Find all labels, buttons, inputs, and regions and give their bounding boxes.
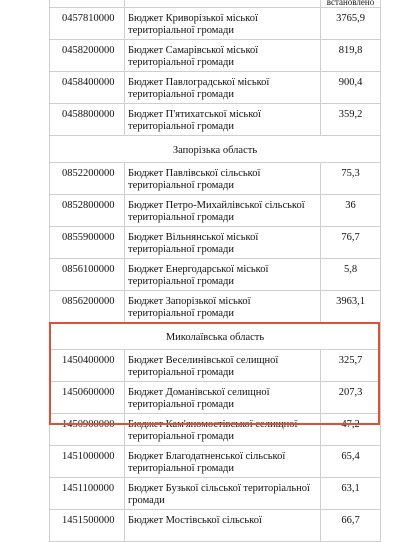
region-name: Запорізька область [50, 136, 381, 163]
budget-code-cell: 1451500000 [50, 510, 125, 542]
budget-name-cell: Бюджет Благодатненської сільської територіальної громади [125, 446, 321, 478]
budget-name-cell: Бюджет Енергодарської міської територіальної громади [125, 259, 321, 291]
budget-amount-cell: 3963,1 [321, 291, 381, 323]
table-row [50, 446, 381, 478]
table-row [50, 227, 381, 259]
budget-name-cell: Бюджет Павлівської сільської територіальної громади [125, 163, 321, 195]
budget-code-cell: 1451000000 [50, 446, 125, 478]
budget-code-cell: 1450900000 [50, 414, 125, 446]
table-row [50, 8, 381, 40]
budget-name-cell: Бюджет Павлоградської міської територіальної громади [125, 72, 321, 104]
budget-code-cell: 0457810000 [50, 8, 125, 40]
header-amount-cell: встановлено [321, 0, 381, 8]
table-row [50, 72, 381, 104]
header-code-cell [50, 0, 125, 8]
table-row [50, 163, 381, 195]
budget-amount-cell: 359,2 [321, 104, 381, 136]
budget-name-cell: Бюджет Запорізької міської територіальної громади [125, 291, 321, 323]
table-row [50, 414, 381, 446]
budget-code-cell: 1450400000 [50, 350, 125, 382]
budget-name-cell: Бюджет Петро-Михайлівської сільської територіальної громади [125, 195, 321, 227]
region-header-row [50, 323, 381, 350]
budget-allocation-table [49, 0, 381, 542]
table-row [50, 104, 381, 136]
budget-code-cell: 0458200000 [50, 40, 125, 72]
budget-code-cell: 0852200000 [50, 163, 125, 195]
budget-code-cell: 0852800000 [50, 195, 125, 227]
budget-name-cell: Бюджет Доманівської селищної територіальної громади [125, 382, 321, 414]
table-row [50, 510, 381, 542]
budget-amount-cell: 66,7 [321, 510, 381, 542]
budget-code-cell: 0458800000 [50, 104, 125, 136]
budget-amount-cell: 819,8 [321, 40, 381, 72]
table-row [50, 382, 381, 414]
budget-name-cell: Бюджет Мостівської сільської [125, 510, 321, 542]
budget-code-cell: 1450600000 [50, 382, 125, 414]
budget-amount-cell: 207,3 [321, 382, 381, 414]
budget-amount-cell: 900,4 [321, 72, 381, 104]
budget-amount-cell: 63,1 [321, 478, 381, 510]
budget-name-cell: Бюджет Криворізької міської територіальної громади [125, 8, 321, 40]
budget-amount-cell: 76,7 [321, 227, 381, 259]
table-row [50, 259, 381, 291]
budget-code-cell: 0856100000 [50, 259, 125, 291]
budget-code-cell: 0856200000 [50, 291, 125, 323]
budget-code-cell: 0855900000 [50, 227, 125, 259]
table-body [50, 0, 381, 542]
budget-amount-cell: 325,7 [321, 350, 381, 382]
region-header-row [50, 136, 381, 163]
budget-code-cell: 0458400000 [50, 72, 125, 104]
budget-code-cell: 1451100000 [50, 478, 125, 510]
budget-amount-cell: 36 [321, 195, 381, 227]
budget-name-cell: Бюджет Бузької сільської територіальної громади [125, 478, 321, 510]
table-row [50, 291, 381, 323]
budget-name-cell: Бюджет Веселинівської селищної територіальної громади [125, 350, 321, 382]
budget-name-cell: Бюджет Кам'яномостівської селищної територіальної громади [125, 414, 321, 446]
budget-name-cell: Бюджет Вільнянської міської територіальної громади [125, 227, 321, 259]
table-row [50, 40, 381, 72]
table-row [50, 350, 381, 382]
budget-amount-cell: 5,8 [321, 259, 381, 291]
budget-name-cell: Бюджет Самарівської міської територіальної громади [125, 40, 321, 72]
table-header-row [50, 0, 381, 8]
budget-amount-cell: 47,2 [321, 414, 381, 446]
budget-name-cell: Бюджет П'ятихатської міської територіальної громади [125, 104, 321, 136]
table-row [50, 478, 381, 510]
table-row [50, 195, 381, 227]
region-name: Миколаївська область [50, 323, 381, 350]
budget-amount-cell: 65,4 [321, 446, 381, 478]
budget-amount-cell: 75,3 [321, 163, 381, 195]
header-name-cell [125, 0, 321, 8]
budget-amount-cell: 3765,9 [321, 8, 381, 40]
